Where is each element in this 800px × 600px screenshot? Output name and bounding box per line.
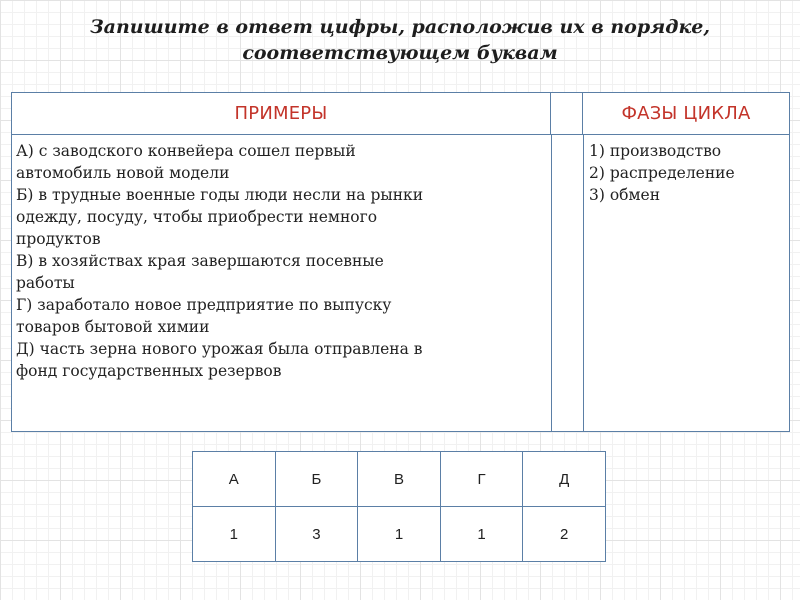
answer-letter-cell: В (358, 452, 441, 507)
spacer-header (551, 93, 583, 135)
example-line: В) в хозяйствах края завершаются посевные (16, 252, 384, 270)
answer-letter-cell: А (193, 452, 276, 507)
example-line: Д) часть зерна нового урожая была отправлена в (16, 340, 423, 358)
matching-table (11, 92, 790, 432)
answer-digits-row (193, 507, 606, 562)
example-line: одежду, посуду, чтобы приобрести немного (16, 208, 378, 226)
task-instruction (20, 14, 780, 66)
column-divider (551, 135, 552, 431)
answer-letters-row (193, 452, 606, 507)
phases-header: ФАЗЫ ЦИКЛА (583, 93, 789, 135)
examples-list (16, 140, 546, 382)
answer-digit-cell[interactable]: 1 (440, 507, 523, 562)
answer-table (192, 451, 606, 562)
example-line: автомобиль новой модели (16, 164, 230, 182)
example-line: Г) заработало новое предприятие по выпуску (16, 296, 392, 314)
answer-digit-cell[interactable]: 2 (523, 507, 606, 562)
answer-letter-cell: Д (523, 452, 606, 507)
phase-item: 3) обмен (589, 186, 661, 204)
phase-item: 2) распределение (589, 164, 735, 182)
phase-item: 1) производство (589, 142, 722, 160)
answer-digit-cell[interactable]: 3 (275, 507, 358, 562)
instruction-line-1: Запишите в ответ цифры, расположив их в порядке, (89, 16, 711, 38)
answer-digit-cell[interactable]: 1 (193, 507, 276, 562)
answer-letter-cell: Г (440, 452, 523, 507)
example-line: фонд государственных резервов (16, 362, 282, 380)
instruction-line-2: соответствующем буквам (242, 42, 558, 64)
answer-digit-cell[interactable]: 1 (358, 507, 441, 562)
example-line: А) с заводского конвейера сошел первый (16, 142, 356, 160)
answer-letter-cell: Б (275, 452, 358, 507)
example-line: продуктов (16, 230, 101, 248)
examples-header: ПРИМЕРЫ (12, 93, 551, 135)
example-line: работы (16, 274, 75, 292)
phases-list (589, 140, 789, 206)
example-line: Б) в трудные военные годы люди несли на рынки (16, 186, 424, 204)
column-divider (583, 135, 584, 431)
example-line: товаров бытовой химии (16, 318, 210, 336)
